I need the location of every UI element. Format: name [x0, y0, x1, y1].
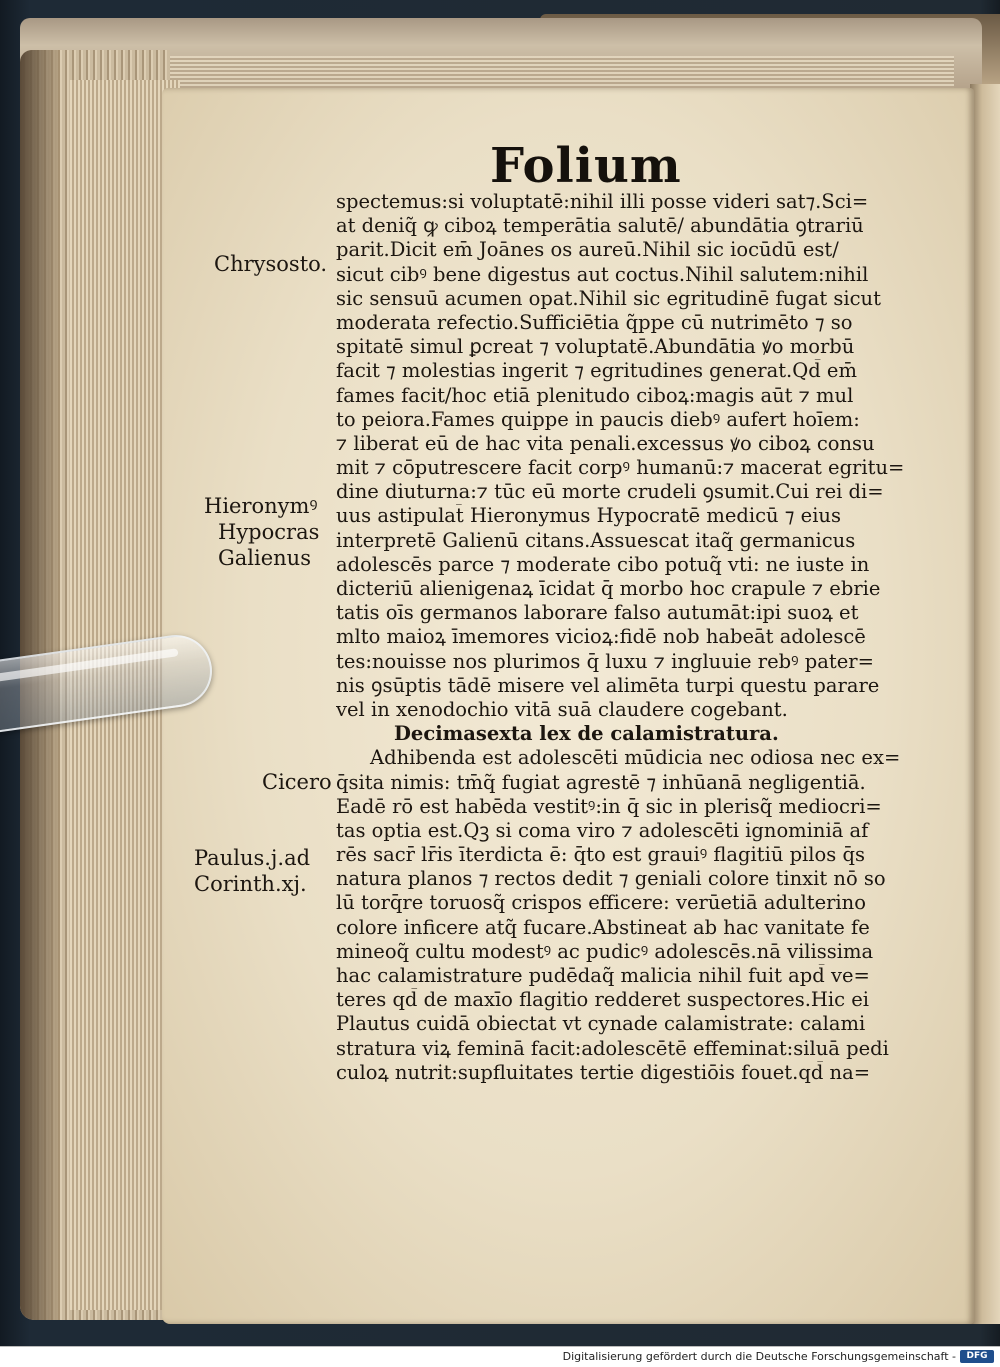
- page-heading: Folium: [490, 138, 682, 194]
- footer-bar: [0, 1346, 1000, 1367]
- margin-note-paulus-2: Corinth.xj.: [194, 872, 307, 896]
- text-line: mlto maioꝝ īmemores vicioꝝ:fidē nob habeāt adolescē: [336, 625, 866, 649]
- text-line: parit.Dicit em̄ Joānes os aureū.Nihil sic iocūdū est/: [336, 238, 839, 262]
- text-line: mineoq̃ cultu modestꝰ ac pudicꝰ adolescēs.nā vilissima: [336, 939, 874, 963]
- text-line: uus astipulat̄ Hieronymus Hypocratē medicū ⁊ eius: [336, 504, 841, 528]
- footer-credit: Digitalisierung gefördert durch die Deutsche Forschungsgemeinschaft -: [562, 1350, 956, 1363]
- text-line: moderata refectio.Sufficiētia q̃ppe cū nutrimēto ⁊ so: [336, 310, 853, 334]
- margin-note-galienus: Galienus: [218, 546, 311, 570]
- text-line: nis ꝯsūptis tādē misere vel alimēta turpi questu parare: [336, 673, 880, 697]
- text-line: facit ⁊ molestias ingerit ⁊ egritudines generat.Qd̄ em̄: [336, 359, 857, 383]
- text-line: Plautus cuidā obiectat vt cynade calamistrate: calami: [336, 1012, 866, 1036]
- text-line: tas optia est.Qꝫ si coma viro ⁊ adolescēti ignominiā af: [336, 818, 869, 842]
- text-line: at deniq̃ ꝙ ciboꝝ temperātia salutē/ abundātia ꝯtrariū: [336, 214, 864, 238]
- text-line: tes:nouisse nos plurimos q̄ luxu ⁊ ingluuie rebꝰ pater=: [336, 649, 874, 673]
- facing-page-edge: [970, 84, 1000, 1324]
- margin-note-hypocras: Hypocras: [218, 520, 320, 544]
- text-line: adolescēs parce ⁊ moderate cibo potuq̃ vti: ne iuste in: [336, 552, 870, 576]
- section-heading: Decimasexta lex de calamistratura.: [394, 722, 779, 746]
- text-line: spitatē simul ꝑcreat ⁊ voluptatē.Abundātia ꝟo morbū: [336, 335, 855, 359]
- text-line: Adhibenda est adolescēti mūdicia nec odiosa nec ex=: [370, 746, 901, 770]
- text-line: fames facit/hoc etiā plenitudo ciboꝝ:magis aūt ⁊ mul: [336, 383, 854, 407]
- text-line: rēs sacr̄ lr̄is īterdicta ē: q̄to est grauiꝰ flagitiū pilos q̄s: [336, 843, 865, 867]
- text-line: to peiora.Fames quippe in paucis diebꝰ aufert hoīem:: [336, 407, 860, 431]
- text-line: sic sensuū acumen opat.Nihil sic egritudinē fugat sicut: [336, 286, 881, 310]
- text-line: dicteriū alienigenaꝝ īcidat q̄ morbo hoc crapule ⁊ ebrie: [336, 577, 881, 600]
- text-line: colore inficere atq̃ fucare.Abstineat ab hac vanitate fe: [336, 915, 870, 939]
- text-line: stratura viꝝ feminā facit:adolescētē effeminat:siluā pedi: [336, 1036, 889, 1060]
- text-line: culoꝝ nutrit:supfluitates tertie digestiōis fouet.qd̄ na=: [336, 1060, 871, 1084]
- text-line: spectemus:si voluptatē:nihil illi posse videri sat⁊.Sci=: [336, 190, 869, 213]
- dfg-logo-icon: DFG: [960, 1350, 994, 1363]
- text-line: mit ⁊ cōputrescere facit corpꝰ humanū:⁊ macerat egritu=: [336, 456, 905, 480]
- text-line: sicut cibꝰ bene digestus aut coctus.Nihil salutem:nihil: [336, 262, 869, 286]
- text-line: dine diuturna:⁊ tūc eū morte crudeli ꝯsumit.Cui rei di=: [336, 480, 884, 504]
- text-line: lū torq̄re toruosq̃ crispos efficere: verūetiā adulterino: [336, 891, 866, 915]
- text-line: teres qd̄ de maxīo flagitio redderet suspectores.Hic ei: [336, 988, 870, 1012]
- main-text-block: [336, 190, 906, 1085]
- text-line: natura planos ⁊ rectos dedit ⁊ geniali colore tinxit nō so: [336, 867, 886, 891]
- text-line: q̄sita nimis: tm̄q̃ fugiat agrestē ⁊ inhūanā negligentiā.: [336, 770, 866, 794]
- text-line: ⁊ liberat eū de hac vita penali.excessus ꝟo ciboꝝ consu: [336, 431, 875, 455]
- text-line: interpretē Galienū citans.Assuescat itaq̃ germanicus: [336, 528, 856, 552]
- text-line: vel in xenodochio vitā suā claudere cogebant.: [336, 697, 788, 721]
- margin-note-chrysostomus: Chrysosto.: [214, 252, 328, 276]
- text-line: tatis oīs germanos laborare falso autumāt:ipi suoꝝ et: [336, 601, 859, 625]
- margin-note-paulus-1: Paulus.j.ad: [194, 846, 311, 870]
- text-line: Eadē rō est habēda vestitꝰ:in q̄ sic in plerisq̃ mediocri=: [336, 794, 882, 818]
- margin-note-hieronymus: Hieronymꝰ: [204, 494, 318, 518]
- margin-note-cicero: Cicero: [262, 770, 332, 794]
- text-line: hac calamistrature pudēdaq̃ malicia nihil fuit apd̄ ve=: [336, 964, 870, 987]
